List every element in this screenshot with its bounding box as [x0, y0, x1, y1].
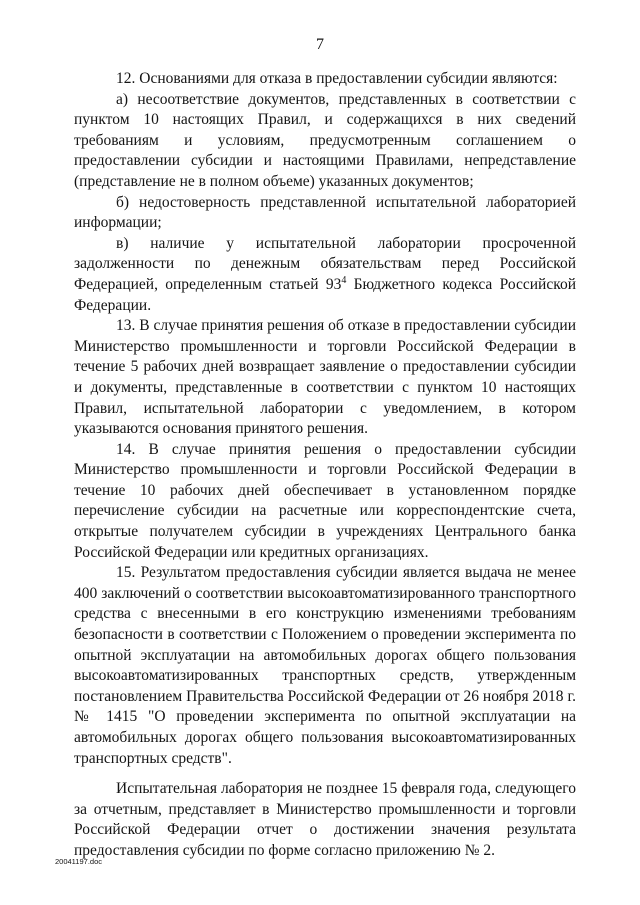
paragraph-12-item-v-text: в) наличие у испытательной лаборатории просроченной задолженности по денежным обязательствам перед Российской Федерацией, определенным статьей 93 [74, 234, 576, 293]
paragraph-13: 13. В случае принятия решения об отказе в предоставлении субсидии Министерство промышленности и торговли Российской Федерации в течение 5 рабочих дней возвращает заявление о предоставлении субсидии и документы, представленные в соответствии с пунктом 10 настоящих Правил, испытательной лаборатории с уведомлением, в котором указываются основания принятого решения. [74, 317, 576, 438]
paragraph-12-item-b: б) недостоверность представленной испытательной лабораторией информации; [74, 193, 576, 232]
page-number: 7 [316, 36, 324, 53]
paragraph-12-item-a: а) несоответствие документов, представленных в соответствии с пунктом 10 настоящих Правил, и содержащихся в них сведений требованиям и условиям, предусмотренным соглашением о предоставлении субсидии и настоящими Правилами, непредставление (представление не в полном объеме) указанных документов; [74, 90, 576, 190]
document-body [74, 69, 576, 862]
article-superscript: 4 [341, 274, 347, 286]
paragraph-15: 15. Результатом предоставления субсидии является выдача не менее 400 заключений о соответствии высокоавтоматизированного транспортного средства с внесенными в его конструкцию изменениями требованиям безопасности в соответствии с Положением о проведении эксперимента по опытной эксплуатации на автомобильных дорогах общего пользования высокоавтоматизированных транспортных средств, утвержденным постановлением Правительства Российской Федерации от 26 ноября 2018 г. № 1415 "О проведении эксперимента по опытной эксплуатации на автомобильных дорогах общего пользования высокоавтоматизированных транспортных средств". [74, 564, 576, 767]
paragraph-12-item-v [74, 234, 576, 316]
document-code: 20041197.doc [55, 857, 102, 866]
paragraph-14: 14. В случае принятия решения о предоставлении субсидии Министерство промышленности и торговли Российской Федерации в течение 10 рабочих дней обеспечивает в установленном порядке перечисление субсидии на расчетные или корреспондентские счета, открытые получателем субсидии в учреждениях Центрального банка Российской Федерации или кредитных организациях. [74, 440, 576, 561]
paragraph-15-report: Испытательная лаборатория не позднее 15 февраля года, следующего за отчетным, представляет в Министерство промышленности и торговли Российской Федерации отчет о достижении значения результата предоставления субсидии по форме согласно приложению № 2. [74, 780, 576, 859]
paragraph-12-item-v-tail: Бюджетного кодекса Российской Федерации. [74, 275, 576, 314]
paragraph-12-intro: 12. Основаниями для отказа в предоставлении субсидии являются: [116, 70, 558, 87]
